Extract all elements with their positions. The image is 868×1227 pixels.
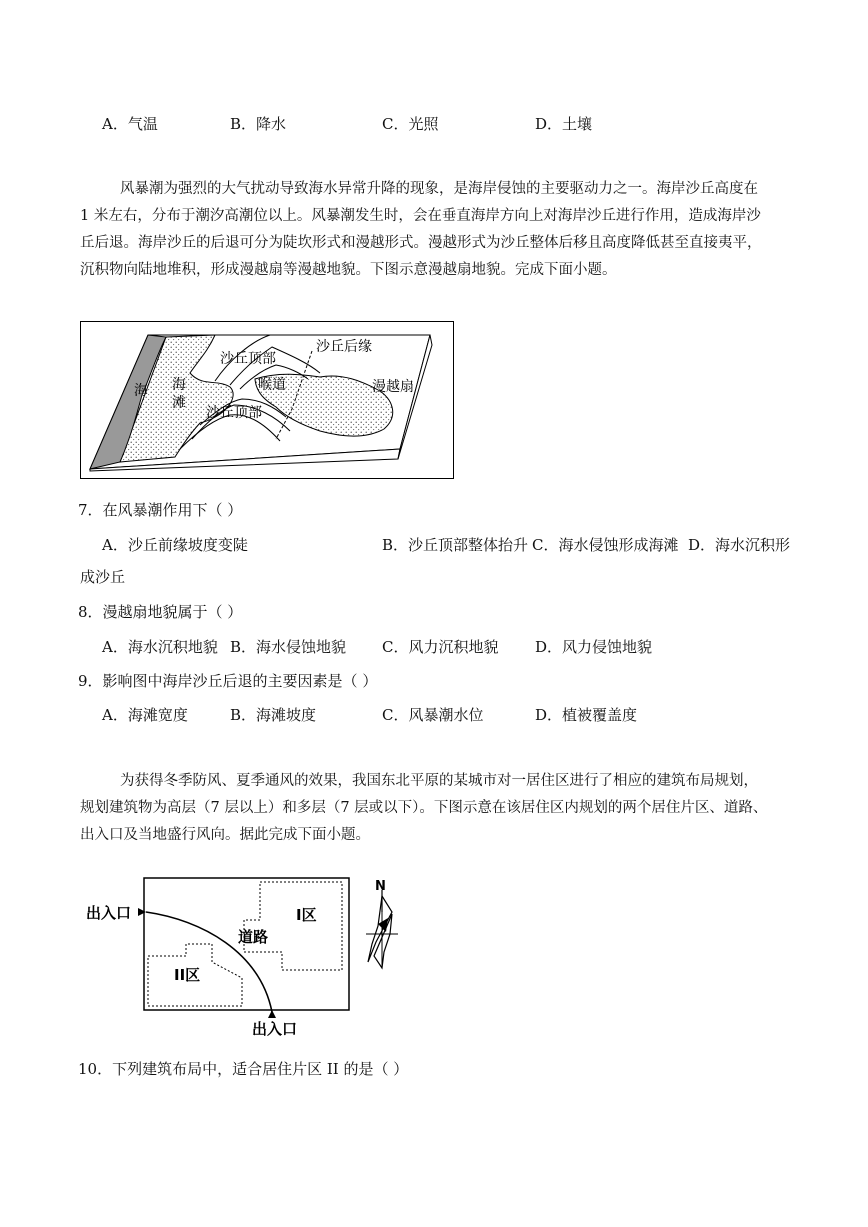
passage-line: 1 米左右，分布于潮汐高潮位以上。风暴潮发生时，会在垂直海岸方向上对海岸沙丘进行作用，造成海岸沙 (80, 208, 761, 224)
q6-option-a: A．气温 (102, 115, 158, 133)
passage-storm-surge (80, 176, 792, 284)
passage-line: 风暴潮为强烈的大气扰动导致海水异常升降的现象，是海岸侵蚀的主要驱动力之一。海岸沙丘高度在 (120, 181, 758, 197)
q8-option-b: B．海水侵蚀地貌 (230, 638, 347, 656)
q8-option-c: C．风力沉积地貌 (382, 638, 499, 656)
q7-option-c: C．海水侵蚀形成海滩 (532, 536, 679, 554)
q6-option-c: C．光照 (382, 115, 439, 133)
passage-line: 规划建筑物为高层（7 层以上）和多层（7 层或以下）。下图示意在该居住区内规划的两个居住片区、道路、 (80, 800, 768, 816)
label-dune-top-upper: 沙丘顶部 (220, 351, 276, 367)
label-beach-2: 滩 (172, 395, 186, 411)
label-washover-fan: 漫越扇 (372, 379, 414, 395)
q8-option-a: A．海水沉积地貌 (102, 638, 218, 656)
q9-option-b: B．海滩坡度 (230, 706, 317, 724)
label-entrance-bottom: 出入口 (252, 1020, 298, 1038)
washover-fan-figure (80, 321, 454, 480)
residential-layout-figure (82, 872, 412, 1042)
q9-option-c: C．风暴潮水位 (382, 706, 484, 724)
label-sea: 海 (134, 383, 148, 399)
q8-option-d: D．风力侵蚀地貌 (535, 638, 653, 656)
label-dune-back-edge: 沙丘后缘 (316, 339, 372, 355)
passage-line: 为获得冬季防风、夏季通风的效果，我国东北平原的某城市对一居住区进行了相应的建筑布局规划， (120, 773, 758, 789)
label-dune-top-lower: 沙丘顶部 (206, 405, 262, 421)
label-zone-2: II区 (174, 966, 201, 984)
q9-option-d: D．植被覆盖度 (535, 706, 638, 724)
q8-stem: 8．漫越扇地貌属于（ ） (78, 603, 243, 621)
passage-line: 出入口及当地盛行风向。据此完成下面小题。 (80, 827, 370, 843)
q7-stem: 7．在风暴潮作用下（ ） (78, 501, 243, 519)
q7-option-d-wrap: 成沙丘 (80, 568, 126, 586)
passage-residential-planning (80, 768, 792, 849)
q6-option-d: D．土壤 (535, 115, 593, 133)
q7-option-a: A．沙丘前缘坡度变陡 (102, 536, 248, 554)
passage-line: 沉积物向陆地堆积，形成漫越扇等漫越地貌。下图示意漫越扇地貌。完成下面小题。 (80, 262, 617, 278)
label-entrance-left: 出入口 (86, 904, 132, 922)
label-throat: 喉道 (258, 377, 286, 393)
q6-option-b: B．降水 (230, 115, 287, 133)
label-zone-1: I区 (296, 906, 317, 924)
label-beach-1: 海 (172, 377, 186, 393)
q7-option-b: B．沙丘顶部整体抬升 (382, 536, 529, 554)
passage-line: 丘后退。海岸沙丘的后退可分为陡坎形式和漫越形式。漫越形式为沙丘整体后移且高度降低甚至直接夷平， (80, 235, 762, 251)
label-north: N (375, 879, 386, 894)
q9-stem: 9．影响图中海岸沙丘后退的主要因素是（ ） (78, 672, 378, 690)
label-road: 道路 (238, 928, 269, 946)
q7-option-d: D．海水沉积形 (688, 536, 791, 554)
entrance-bottom-arrow (268, 1010, 276, 1018)
q10-stem: 10．下列建筑布局中，适合居住片区 II 的是（ ） (78, 1060, 409, 1078)
wind-rose-icon (366, 879, 398, 968)
q9-option-a: A．海滩宽度 (102, 706, 188, 724)
